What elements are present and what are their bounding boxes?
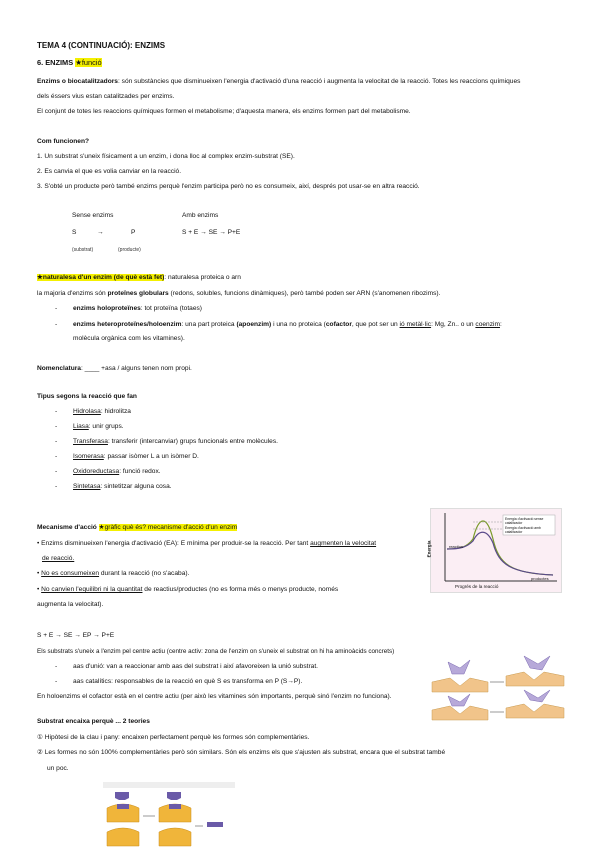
- fit-theory-1: ① Hipòtesi de la clau i pany: encaixen perfectament perquè les formes són complementàries.: [37, 734, 310, 741]
- table-s: S: [72, 229, 77, 236]
- site-equation: S + E → SE → EP → P+E: [37, 632, 115, 639]
- intro-line-2: dels éssers vius estan catalitzades per enzims.: [37, 93, 175, 100]
- heteroprotein-line-2: molècula orgànica com les vitamines).: [73, 335, 185, 342]
- heteroprotein-text: , que pot ser un: [351, 321, 400, 328]
- type-name: Oxidoreductasa: [73, 468, 120, 475]
- mechanism-underline: augmenten la velocitat: [310, 540, 377, 547]
- type-desc: : sintetitzar alguna cosa.: [100, 483, 172, 490]
- metal-ion: ió metàl·lic: [399, 321, 432, 328]
- table-col-without: Sense enzims: [72, 212, 114, 219]
- intro-text: : són substàncies que disminueixen l'energia d'activació d'una reacció i augmenta la velocitat de la reacció. Totes les reaccions químiques: [117, 78, 521, 85]
- how-heading: Com funcionen?: [37, 138, 90, 145]
- mechanism-tag: ★gràfic què és? mecanisme d'acció d'un enzim: [98, 524, 238, 531]
- fit-theory-2-cont: un poc.: [47, 765, 69, 772]
- nature-text-c: (redons, solubles, funcions dinàmiques), però també poden ser ARN (s'anomenen ribozims).: [168, 290, 441, 297]
- bullet-dash: -: [55, 305, 58, 312]
- table-col-with: Amb enzims: [182, 212, 219, 219]
- graph-reactius-label: reactius: [449, 544, 464, 549]
- bullet-dash: -: [55, 408, 58, 415]
- graph-ylabel: Energia: [426, 540, 432, 558]
- intro-line-1: [37, 78, 520, 86]
- bullet-dash: -: [55, 453, 58, 460]
- intro-term: Enzims o biocatalitzadors: [37, 78, 118, 85]
- fit-heading: Substrat encaixa perquè ... 2 teories: [37, 718, 150, 725]
- bullet-dash: -: [55, 663, 58, 670]
- holoprotein-line: [73, 305, 202, 313]
- apoenzim: (apoenzim): [236, 321, 272, 328]
- type-item: [73, 483, 172, 491]
- mechanism-bullet-2: • No es consumeixen durant la reacció (no s'acaba).: [37, 570, 190, 577]
- mechanism-text: • Enzims disminueixen l'energia d'activació (EA): E mínima per produir-se la reacció. Per tant: [37, 540, 311, 547]
- type-name: Isomerasa: [73, 453, 104, 460]
- bullet-dash: -: [55, 438, 58, 445]
- graph-xlabel: Progrés de la reacció: [455, 584, 499, 589]
- bullet-dash: -: [55, 678, 58, 685]
- nature-text-a: la majoria d'enzims són: [37, 290, 108, 297]
- type-item: [73, 468, 161, 476]
- heteroprotein-line: [73, 321, 502, 329]
- section-title: 6. ENZIMS: [37, 58, 74, 67]
- intro-line-3: El conjunt de totes les reaccions químiques formen el metabolisme; d'aquesta manera, els enzims formen part del metabolisme.: [37, 108, 411, 115]
- bullet-dash: -: [55, 483, 58, 490]
- lock-key-svg: [103, 782, 235, 848]
- nature-globular: proteïnes globulars: [107, 290, 169, 297]
- section-heading: [37, 59, 102, 67]
- type-item: [73, 453, 199, 461]
- type-name: Liasa: [73, 423, 89, 430]
- bullet-dash: -: [55, 423, 58, 430]
- table-label-producte: (producte): [118, 247, 141, 253]
- heteroprotein-text: i una no proteica (: [271, 321, 326, 328]
- type-desc: : transferir (intercanviar) grups funcionals entre molècules.: [107, 438, 278, 445]
- cofactor: cofactor: [325, 321, 352, 328]
- mechanism-text: de reactius/productes (no es forma més o menys producte, només: [142, 586, 339, 593]
- legend-catalyzed: Energia d'activació amb catalitzador: [505, 526, 541, 534]
- type-desc: : hidrolitza: [100, 408, 131, 415]
- mechanism-bullet-1: [37, 540, 376, 548]
- nature-line-1: [37, 274, 241, 282]
- how-step-1: 1. Un substrat s'uneix físicament a un enzim, i dona lloc al complex enzim-substrat (SE).: [37, 153, 295, 160]
- fit-theory-2: ② Les formes no són 100% complementàries però són similars. Són els enzims els que s'ajusten als substrat, encara que el substrat també: [37, 749, 446, 756]
- active-site-diagram: [430, 652, 580, 722]
- bullet-dash: -: [55, 468, 58, 475]
- mechanism-bullet-3: • No canvien l'equilibri ni la quantitat de reactius/productes (no es forma més o menys producte, només: [37, 586, 339, 593]
- energy-graph: [426, 508, 562, 593]
- graph-producte-label: productes: [531, 576, 549, 581]
- nomenclature-line: [37, 365, 192, 373]
- type-name: Sintetasa: [73, 483, 101, 490]
- mechanism-heading: Mecanisme d'acció: [37, 524, 99, 531]
- how-step-3: 3. S'obté un producte però també enzims perquè l'enzim participa però no es consumeix, així, després pot usar-se en altra reacció.: [37, 183, 420, 190]
- mechanism-text: durant la reacció (no s'acaba).: [99, 570, 190, 577]
- heteroprotein-term: enzims heteroproteïnes/holoenzim: [73, 321, 182, 328]
- site-line-1: Els substrats s'uneix a l'enzim pel centre actiu (centre activ: zona de l'enzim on s'uneix el substrat on hi ha aminoàcids concrets): [37, 648, 395, 655]
- active-site-svg: [430, 652, 580, 722]
- mechanism-heading-line: [37, 524, 237, 532]
- table-p: P: [131, 229, 136, 236]
- type-desc: : unir grups.: [88, 423, 124, 430]
- type-name: Hidrolasa: [73, 408, 101, 415]
- mechanism-underline: No canvien l'equilibri ni la quantitat: [41, 586, 143, 593]
- type-desc: : passar isòmer L a un isòmer D.: [103, 453, 199, 460]
- legend-uncatalyzed: Energia d'activació sense catalitzador: [505, 517, 544, 525]
- heteroprotein-text: :: [499, 321, 502, 328]
- nature-line-2: [37, 290, 440, 298]
- type-name: Transferasa: [73, 438, 108, 445]
- mechanism-bullet-1-cont: de reacció.: [42, 555, 75, 562]
- bullet-dash: -: [55, 321, 58, 328]
- page-title: TEMA 4 (CONTINUACIÓ): ENZIMS: [37, 41, 166, 50]
- types-heading: Tipus segons la reacció que fan: [37, 393, 137, 400]
- site-bullet-2: aas catalítics: responsables de la reacció en què S es transforma en P (S→P).: [73, 678, 303, 685]
- mechanism-underline: No es consumeixen: [41, 570, 100, 577]
- site-bullet-1: aas d'unió: van a reaccionar amb aas del substrat i així afavoreixen la unió substrat.: [73, 663, 318, 670]
- type-item: [73, 408, 131, 416]
- table-equation: S + E → SE → P+E: [182, 229, 241, 236]
- type-item: [73, 438, 278, 446]
- how-step-2: 2. Es canvia el que es volia canviar en la reacció.: [37, 168, 182, 175]
- coenzim: coenzim: [475, 321, 500, 328]
- nature-rest: : naturalesa proteica o arn: [164, 274, 241, 281]
- table-label-substrat: (substrat): [72, 247, 94, 253]
- nature-tag: ★naturalesa d'un enzim (de què està fet): [37, 274, 165, 281]
- lock-key-diagram: [103, 782, 235, 848]
- table-arrow: →: [97, 229, 104, 236]
- type-desc: : funció redox.: [119, 468, 161, 475]
- nomenclature-term: Nomenclatura: [37, 365, 81, 372]
- section-tag: ★funció: [75, 58, 102, 67]
- holoprotein-desc: : tot proteïna (totaes): [140, 305, 202, 312]
- nomenclature-text: : ____ +asa / alguns tenen nom propi.: [80, 365, 192, 372]
- mechanism-bullet-3-cont: augmenta la velocitat).: [37, 601, 104, 608]
- catalyzed-curve: [447, 532, 553, 575]
- type-item: [73, 423, 124, 431]
- heteroprotein-text: : una part proteica: [181, 321, 237, 328]
- site-line-2: En holoenzims el cofactor està en el centre actiu (per això les vitamines són importants, perquè sinó l'enzim no funciona).: [37, 693, 392, 700]
- holoprotein-term: enzims holoproteïnes: [73, 305, 141, 312]
- heteroprotein-text: : Mg, Zn.. o un: [431, 321, 476, 328]
